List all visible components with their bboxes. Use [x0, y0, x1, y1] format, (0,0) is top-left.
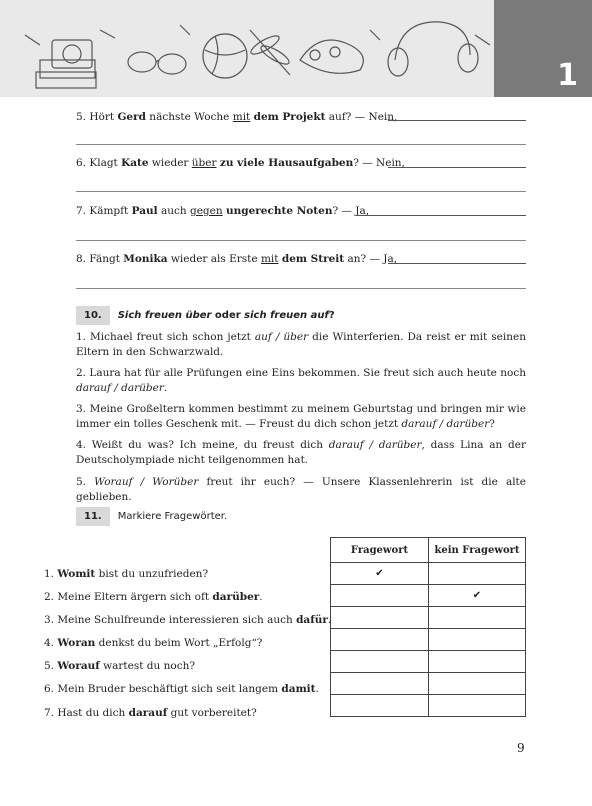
- paragraph-1: 1. Michael freut sich schon jetzt auf / über die Winterferien. Da reist er mit seinen Eltern in den Schwarzwald.: [76, 331, 526, 358]
- answer-line[interactable]: [388, 263, 526, 264]
- sunglasses-doodle: [128, 52, 186, 74]
- answer-line[interactable]: [388, 120, 526, 121]
- page-number: 9: [517, 741, 525, 755]
- answer-line[interactable]: [76, 144, 526, 145]
- doodle-illustration: [0, 0, 494, 97]
- answer-cell[interactable]: [429, 629, 526, 651]
- question-8: 8. Fängt Monika wieder als Erste mit dem Streit an? — Ja,: [76, 253, 398, 265]
- answer-line[interactable]: [388, 167, 526, 168]
- exercise-11-heading: [76, 507, 227, 526]
- chapter-number: 1: [557, 58, 578, 93]
- answer-line[interactable]: [76, 191, 526, 192]
- list-item: 7. Hast du dich darauf gut vorbereitet?: [44, 707, 257, 719]
- list-item: 5. Worauf wartest du noch?: [44, 660, 195, 672]
- dragonfly-doodle: [249, 30, 292, 75]
- answer-line[interactable]: [76, 240, 526, 241]
- paragraph-4: 4. Weißt du was? Ich meine, du freust dich darauf / darüber, dass Lina an der Deutscholympiade nicht teilgenommen hat.: [76, 439, 527, 466]
- answer-cell[interactable]: [429, 673, 526, 695]
- exercise-number: 10.: [76, 306, 110, 325]
- answer-line[interactable]: [76, 288, 526, 289]
- answer-cell[interactable]: [429, 563, 526, 585]
- answer-cell[interactable]: [331, 585, 429, 607]
- exercise-number: 11.: [76, 507, 110, 526]
- table-header-row: [331, 538, 526, 563]
- answer-cell[interactable]: [429, 607, 526, 629]
- answer-cell[interactable]: [331, 695, 429, 717]
- answer-cell[interactable]: [331, 651, 429, 673]
- answer-cell[interactable]: [331, 629, 429, 651]
- table-row: [331, 563, 526, 585]
- answer-cell[interactable]: [331, 673, 429, 695]
- answer-cell[interactable]: ✔: [331, 563, 429, 585]
- chapter-tab: [494, 0, 592, 97]
- list-item: 1. Womit bist du unzufrieden?: [44, 568, 209, 580]
- camera-doodle: [36, 40, 96, 88]
- table-row: [331, 695, 526, 717]
- table-row: [331, 585, 526, 607]
- header-banner: [0, 0, 494, 97]
- ball-doodle: [203, 34, 247, 78]
- table-row: [331, 651, 526, 673]
- answer-table: [330, 537, 526, 717]
- question-7: 7. Kämpft Paul auch gegen ungerechte Noten? — Ja,: [76, 205, 370, 217]
- shoe-doodle: [300, 40, 363, 73]
- question-5: 5. Hört Gerd nächste Woche mit dem Projekt auf? — Nein,: [76, 111, 398, 123]
- table-row: [331, 607, 526, 629]
- exercise-title: Sich freuen über oder sich freuen auf?: [117, 310, 335, 321]
- answer-cell[interactable]: [429, 695, 526, 717]
- table-row: [331, 629, 526, 651]
- column-header: kein Fragewort: [429, 538, 526, 563]
- paragraph-3: 3. Meine Großeltern kommen bestimmt zu meinem Geburtstag und bringen mir wie immer ein tolles Geschenk mit. — Freust du dich schon jetzt darauf / darüber?: [76, 403, 526, 430]
- list-item: 6. Mein Bruder beschäftigt sich seit langem damit.: [44, 683, 319, 695]
- exercise-10-heading: [76, 306, 335, 325]
- list-item: 4. Woran denkst du beim Wort „Erfolg“?: [44, 637, 263, 649]
- table-row: [331, 673, 526, 695]
- answer-line[interactable]: [356, 215, 526, 216]
- exercise-title: Markiere Fragewörter.: [117, 511, 228, 522]
- list-item: 2. Meine Eltern ärgern sich oft darüber.: [44, 591, 263, 603]
- column-header: Fragewort: [331, 538, 429, 563]
- headphones-doodle: [388, 22, 478, 76]
- answer-cell[interactable]: ✔: [429, 585, 526, 607]
- answer-cell[interactable]: [429, 651, 526, 673]
- question-6: 6. Klagt Kate wieder über zu viele Hausaufgaben? — Nein,: [76, 157, 405, 169]
- answer-cell[interactable]: [331, 607, 429, 629]
- paragraph-5: 5. Worauf / Worüber freut ihr euch? — Unsere Klassenlehrerin ist die alte geblieben.: [76, 476, 526, 503]
- list-item: 3. Meine Schulfreunde interessieren sich auch dafür.: [44, 614, 332, 626]
- paragraph-2: 2. Laura hat für alle Prüfungen eine Eins bekommen. Sie freut sich auch heute noch darauf / darüber.: [76, 367, 526, 394]
